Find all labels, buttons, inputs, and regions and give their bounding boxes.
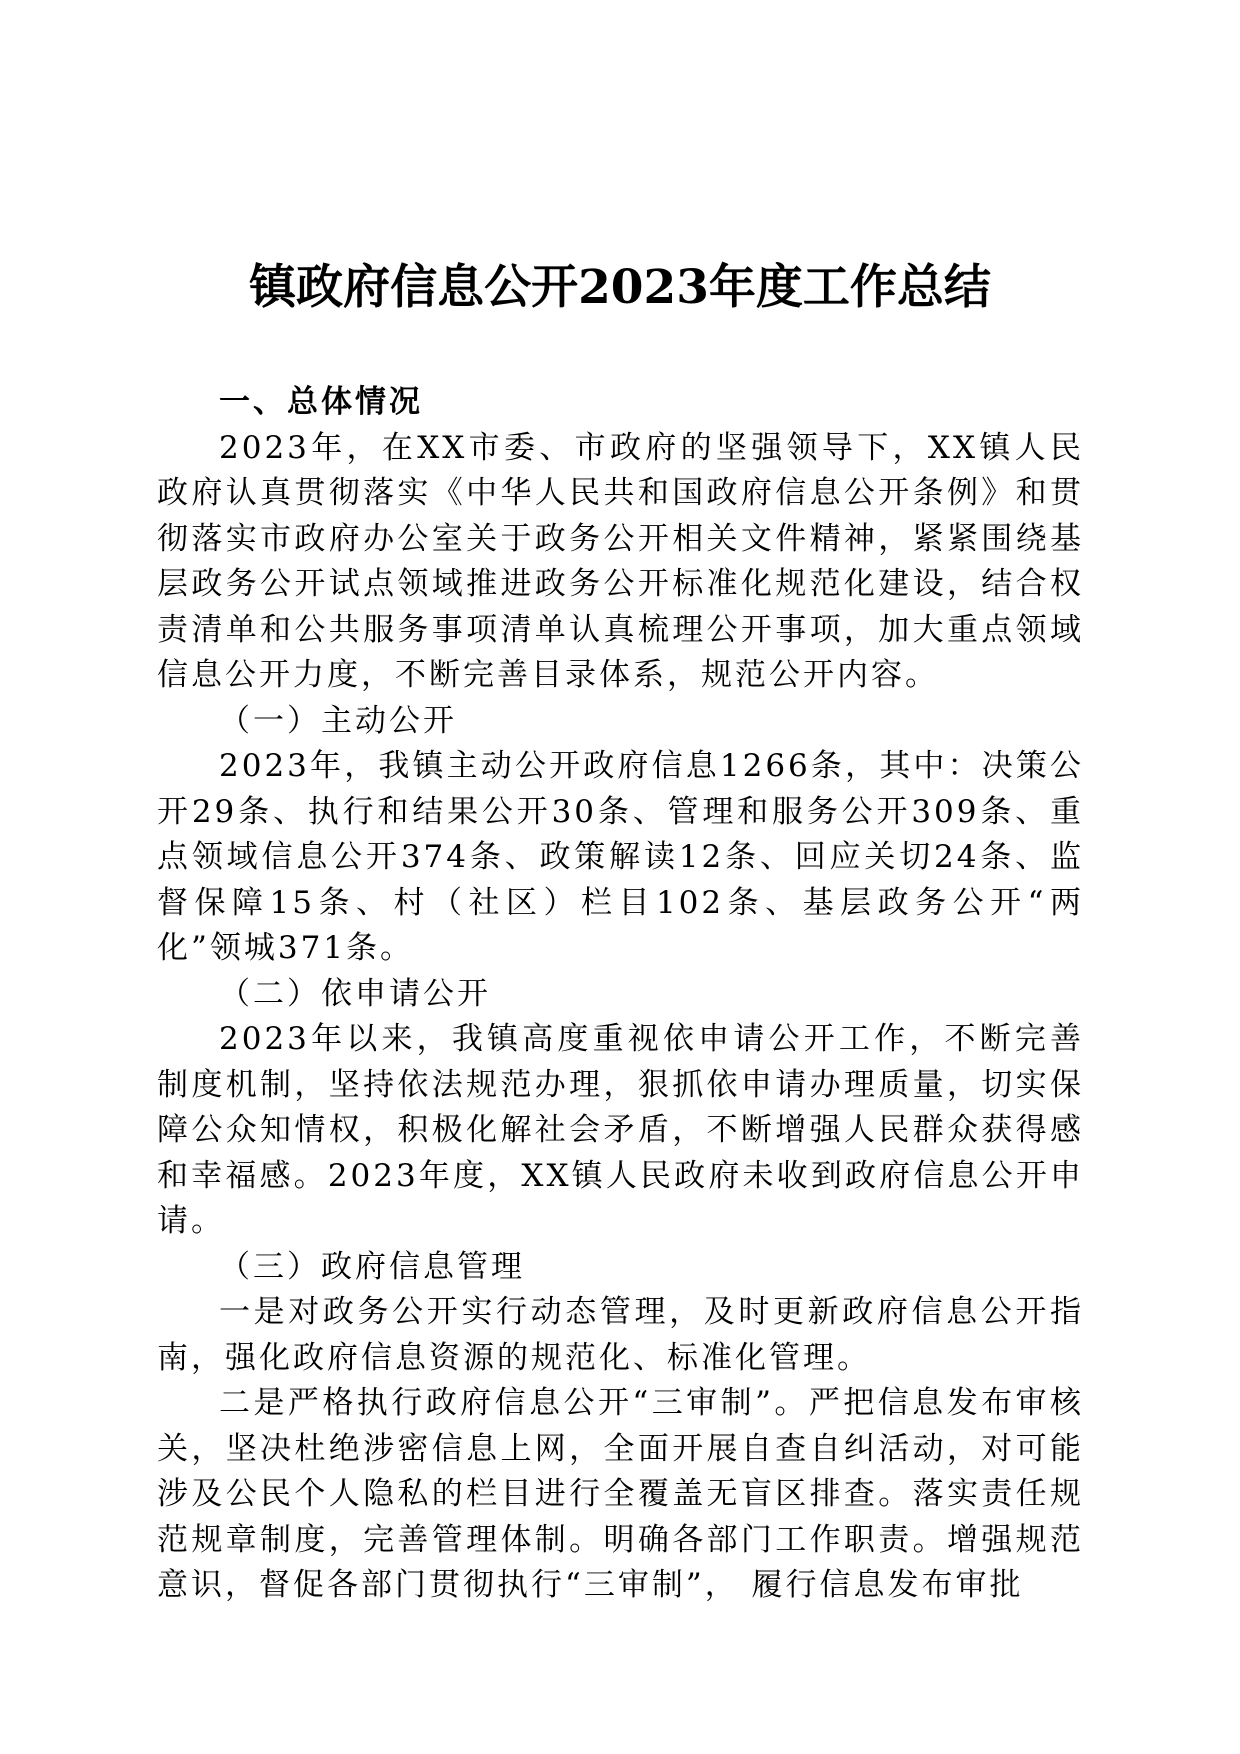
section-heading-overview: 一、总体情况 bbox=[219, 384, 423, 420]
paragraph-application-disclosure: 2023年以来，我镇高度重视依申请公开工作，不断完善制度机制，坚持依法规范办理，狠抓依申请办理质量，切实保障公众知情权，积极化解社会矛盾，不断增强人民群众获得感和幸福感。2023年度，XX镇人民政府未收到政府信息公开申请。 bbox=[157, 1021, 1084, 1239]
paragraph-proactive-disclosure: 2023年，我镇主动公开政府信息1266条，其中：决策公开29条、执行和结果公开30条、管理和服务公开309条、重点领域信息公开374条、政策解读12条、回应关切24条、监督保障15条、村（社区）栏目102条、基层政务公开“两化”领城371条。 bbox=[157, 748, 1084, 966]
subheading-proactive-disclosure: （一）主动公开 bbox=[219, 702, 457, 739]
document-title: 镇政府信息公开2023年度工作总结 bbox=[249, 260, 991, 315]
paragraph-management-point-two: 二是严格执行政府信息公开“三审制”。严把信息发布审核关，坚决杜绝涉密信息上网，全面开展自查自纠活动，对可能涉及公民个人隐私的栏目进行全覆盖无盲区排查。落实责任规范规章制度，完善管理体制。明确各部门工作职责。增强规范意识，督促各部门贯彻执行“三审制”， 履行信息发布审批 bbox=[157, 1385, 1084, 1603]
subheading-information-management: （三）政府信息管理 bbox=[219, 1248, 525, 1285]
subheading-application-disclosure: （二）依申请公开 bbox=[219, 975, 491, 1012]
paragraph-overview: 2023年，在XX市委、市政府的坚强领导下，XX镇人民政府认真贯彻落实《中华人民共和国政府信息公开条例》和贯彻落实市政府办公室关于政务公开相关文件精神，紧紧围绕基层政务公开试点领域推进政务公开标准化规范化建设，结合权责清单和公共服务事项清单认真梳理公开事项，加大重点领域信息公开力度，不断完善目录体系，规范公开内容。 bbox=[157, 429, 1084, 693]
paragraph-management-point-one: 一是对政务公开实行动态管理，及时更新政府信息公开指南，强化政府信息资源的规范化、标准化管理。 bbox=[157, 1294, 1084, 1376]
document-body bbox=[157, 380, 1084, 1609]
